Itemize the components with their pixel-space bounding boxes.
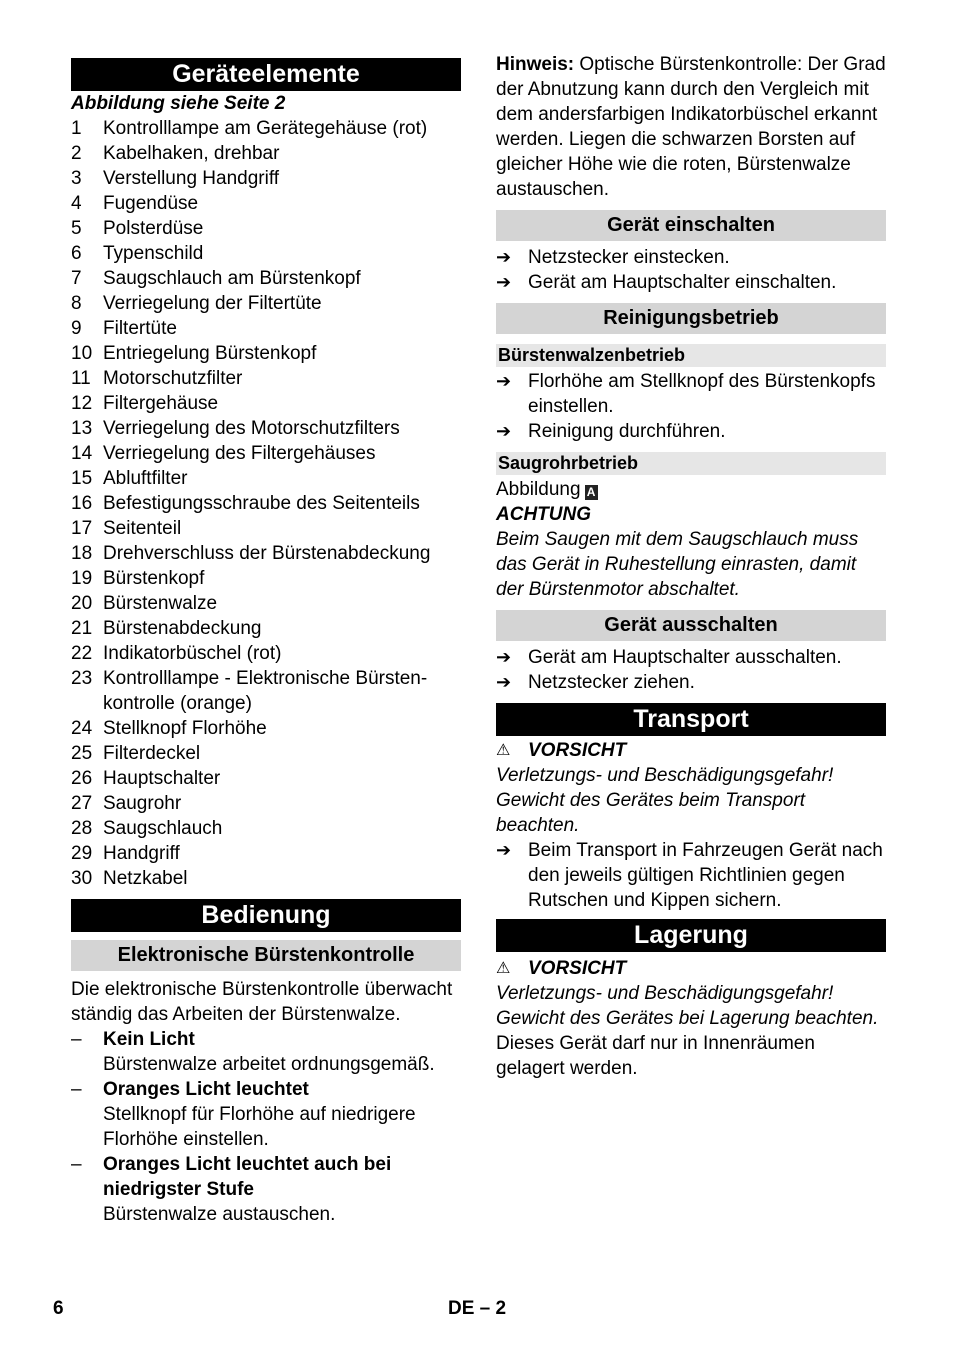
- item-text: Stellknopf für Florhöhe auf niedrigere Florhöhe einstellen.: [103, 1104, 416, 1150]
- arrow-right-icon: ➔: [496, 371, 512, 391]
- step-item: [496, 838, 886, 913]
- item-label: Kontrolllampe am Gerätegehäuse (rot): [103, 118, 428, 139]
- list-item: [71, 666, 461, 716]
- item-number: 15: [71, 468, 93, 489]
- arrow-right-icon: ➔: [496, 840, 512, 860]
- step-text: Reinigung durchführen.: [528, 421, 726, 442]
- item-number: 18: [71, 543, 93, 564]
- arrow-right-icon: ➔: [496, 247, 512, 267]
- item-label: Handgriff: [103, 843, 180, 864]
- list-item: [71, 166, 461, 191]
- item-number: 22: [71, 643, 93, 664]
- list-item: [71, 716, 461, 741]
- item-number: 19: [71, 568, 93, 589]
- step-text: Gerät am Hauptschalter einschalten.: [528, 272, 837, 293]
- abbildung-label: Abbildung: [496, 479, 581, 500]
- step-item: [496, 270, 886, 295]
- list-item: [71, 816, 461, 841]
- vorsicht-label: VORSICHT: [528, 958, 627, 979]
- list-item: [71, 491, 461, 516]
- item-label: Befestigungsschraube des Seitenteils: [103, 493, 420, 514]
- vorsicht-lagerung-text: Verletzungs- und Beschädigungsgefahr! Gewicht des Gerätes bei Lagerung beachten.: [496, 983, 879, 1029]
- item-label: Seitenteil: [103, 518, 182, 539]
- item-label: Fugendüse: [103, 193, 199, 214]
- item-text: Bürstenwalze arbeitet ordnungsgemäß.: [103, 1054, 435, 1075]
- item-number: 30: [71, 868, 93, 889]
- vorsicht-transport-text: Verletzungs- und Beschädigungsgefahr! Gewicht des Gerätes beim Transport beachten.: [496, 765, 834, 836]
- item-number: 9: [71, 318, 82, 339]
- heading-lagerung: Lagerung: [496, 919, 886, 952]
- item-number: 4: [71, 193, 82, 214]
- list-item: [71, 866, 461, 891]
- item-number: 11: [71, 368, 91, 389]
- item-number: 2: [71, 143, 82, 164]
- list-item: [71, 541, 461, 566]
- item-label: Saugrohr: [103, 793, 182, 814]
- item-number: 1: [71, 118, 82, 139]
- item-label: Verstellung Handgriff: [103, 168, 280, 189]
- item-title: Oranges Licht leuchtet: [103, 1079, 309, 1100]
- item-number: 23: [71, 668, 93, 689]
- item-label: Netzkabel: [103, 868, 188, 889]
- item-number: 16: [71, 493, 93, 514]
- item-label: Stellknopf Florhöhe: [103, 718, 267, 739]
- heading-elektronische-buerstenkontrolle: Elektronische Bürstenkontrolle: [71, 940, 461, 971]
- step-text: Netzstecker ziehen.: [528, 672, 695, 693]
- item-label: Filtertüte: [103, 318, 177, 339]
- item-number: 14: [71, 443, 93, 464]
- hinweis-label: Hinweis:: [496, 54, 575, 75]
- item-number: 27: [71, 793, 93, 814]
- list-item: [71, 191, 461, 216]
- parts-list: [71, 116, 461, 891]
- list-item-body: [103, 1027, 461, 1077]
- list-item: [71, 391, 461, 416]
- right-column: [496, 52, 886, 1081]
- item-number: 29: [71, 843, 93, 864]
- list-item: [71, 841, 461, 866]
- heading-geraet-einschalten: Gerät einschalten: [496, 210, 886, 241]
- item-number: 21: [71, 618, 93, 639]
- list-item: [71, 366, 461, 391]
- item-label: Verriegelung der Filtertüte: [103, 293, 322, 314]
- list-item-body: [103, 1077, 461, 1152]
- heading-geraeteelemente: Geräteelemente: [71, 58, 461, 91]
- hinweis-paragraph: [496, 52, 886, 202]
- item-label: Verriegelung des Motorschutzfilters: [103, 418, 400, 439]
- item-text: Bürstenwalze austauschen.: [103, 1204, 336, 1225]
- item-label: Filtergehäuse: [103, 393, 219, 414]
- item-number: 7: [71, 268, 82, 289]
- step-item: [496, 645, 886, 670]
- light-status-list: [71, 1027, 461, 1227]
- warning-icon: ⚠: [496, 742, 511, 759]
- arrow-right-icon: ➔: [496, 647, 512, 667]
- item-label: Verriegelung des Filtergehäuses: [103, 443, 376, 464]
- list-item: [71, 341, 461, 366]
- item-label: Hauptschalter: [103, 768, 221, 789]
- vorsicht-label: VORSICHT: [528, 740, 627, 761]
- list-item: [71, 116, 461, 141]
- vorsicht-lagerung: [496, 956, 886, 981]
- list-item: [71, 466, 461, 491]
- figure-a-icon: A: [585, 485, 598, 500]
- page-number: 6: [53, 1298, 64, 1319]
- einschalten-steps: [496, 245, 886, 295]
- item-number: 13: [71, 418, 93, 439]
- list-item: [71, 616, 461, 641]
- abbildung-line: [496, 477, 886, 502]
- vorsicht-transport: [496, 738, 886, 763]
- item-label: Kabelhaken, drehbar: [103, 143, 280, 164]
- list-item: [71, 316, 461, 341]
- lagerung-text: Dieses Gerät darf nur in Innenräumen gelagert werden.: [496, 1033, 815, 1079]
- arrow-right-icon: ➔: [496, 421, 512, 441]
- ausschalten-steps: [496, 645, 886, 695]
- achtung-label: ACHTUNG: [496, 504, 591, 525]
- item-label: Bürstenkopf: [103, 568, 205, 589]
- transport-steps: [496, 838, 886, 913]
- list-item: [71, 641, 461, 666]
- step-text: Florhöhe am Stellknopf des Bürstenkopfs einstellen.: [528, 371, 876, 417]
- item-number: 8: [71, 293, 82, 314]
- item-label: Saugschlauch am Bürstenkopf: [103, 268, 361, 289]
- list-item: [71, 291, 461, 316]
- item-number: 6: [71, 243, 82, 264]
- heading-saugrohrbetrieb: Saugrohrbetrieb: [496, 452, 886, 475]
- item-number: 17: [71, 518, 93, 539]
- heading-bedienung: Bedienung: [71, 899, 461, 932]
- ebk-intro: Die elektronische Bürstenkontrolle überwacht ständig das Arbeiten der Bürstenwalze.: [71, 979, 453, 1025]
- item-number: 24: [71, 718, 93, 739]
- buerstenwalzenbetrieb-steps: [496, 369, 886, 444]
- list-item: [71, 766, 461, 791]
- item-label: Typenschild: [103, 243, 204, 264]
- list-item: [71, 1027, 461, 1077]
- left-column: [71, 52, 461, 1227]
- dash-bullet: –: [71, 1154, 82, 1175]
- list-item: [71, 141, 461, 166]
- list-item: [71, 1152, 461, 1227]
- item-number: 10: [71, 343, 93, 364]
- item-number: 20: [71, 593, 93, 614]
- list-item: [71, 741, 461, 766]
- item-number: 3: [71, 168, 82, 189]
- item-label: Bürstenwalze: [103, 593, 218, 614]
- item-number: 5: [71, 218, 82, 239]
- step-text: Gerät am Hauptschalter ausschalten.: [528, 647, 842, 668]
- item-label: Polsterdüse: [103, 218, 204, 239]
- item-label: Drehverschluss der Bürstenabdeckung: [103, 543, 431, 564]
- step-text: Netzstecker einstecken.: [528, 247, 730, 268]
- figure-reference: Abbildung siehe Seite 2: [71, 93, 286, 114]
- warning-icon: ⚠: [496, 960, 511, 977]
- arrow-right-icon: ➔: [496, 272, 512, 292]
- item-number: 25: [71, 743, 93, 764]
- list-item: [71, 216, 461, 241]
- arrow-right-icon: ➔: [496, 672, 512, 692]
- item-label: Filterdeckel: [103, 743, 201, 764]
- item-label: Motorschutzfilter: [103, 368, 243, 389]
- list-item: [71, 591, 461, 616]
- item-number: 12: [71, 393, 93, 414]
- item-label: Indikatorbüschel (rot): [103, 643, 282, 664]
- item-number: 28: [71, 818, 93, 839]
- heading-geraet-ausschalten: Gerät ausschalten: [496, 610, 886, 641]
- list-item: [71, 266, 461, 291]
- achtung-text: Beim Saugen mit dem Saugschlauch muss das Gerät in Ruhestellung einrasten, damit der Bürstenmotor abschaltet.: [496, 529, 859, 600]
- list-item: [71, 416, 461, 441]
- item-label: Kontrolllampe - Elektronische Bürsten-kontrolle (orange): [103, 668, 428, 714]
- item-label: Saugschlauch: [103, 818, 223, 839]
- hinweis-text: Optische Bürstenkontrolle: Der Grad der Abnutzung kann durch den Vergleich mit dem andersfarbigen Indikatorbüschel erkannt werden. Liegen die schwarzen Borsten auf gleicher Höhe wie die roten, Bürstenwalze austauschen.: [496, 54, 886, 200]
- step-item: [496, 245, 886, 270]
- page-label: DE – 2: [448, 1298, 507, 1319]
- list-item: [71, 441, 461, 466]
- heading-buerstenwalzenbetrieb: Bürstenwalzenbetrieb: [496, 344, 886, 367]
- item-title: Oranges Licht leuchtet auch bei niedrigster Stufe: [103, 1154, 392, 1200]
- heading-transport: Transport: [496, 703, 886, 736]
- dash-bullet: –: [71, 1029, 82, 1050]
- list-item: [71, 516, 461, 541]
- item-label: Abluftfilter: [103, 468, 188, 489]
- list-item: [71, 241, 461, 266]
- list-item: [71, 566, 461, 591]
- list-item: [71, 791, 461, 816]
- item-number: 26: [71, 768, 93, 789]
- item-title: Kein Licht: [103, 1029, 195, 1050]
- item-label: Entriegelung Bürstenkopf: [103, 343, 317, 364]
- dash-bullet: –: [71, 1079, 82, 1100]
- step-text: Beim Transport in Fahrzeugen Gerät nach den jeweils gültigen Richtlinien gegen Rutschen und Kippen sichern.: [528, 840, 883, 911]
- step-item: [496, 670, 886, 695]
- list-item-body: [103, 1152, 461, 1227]
- item-label: Bürstenabdeckung: [103, 618, 262, 639]
- list-item: [71, 1077, 461, 1152]
- step-item: [496, 369, 886, 419]
- step-item: [496, 419, 886, 444]
- heading-reinigungsbetrieb: Reinigungsbetrieb: [496, 303, 886, 334]
